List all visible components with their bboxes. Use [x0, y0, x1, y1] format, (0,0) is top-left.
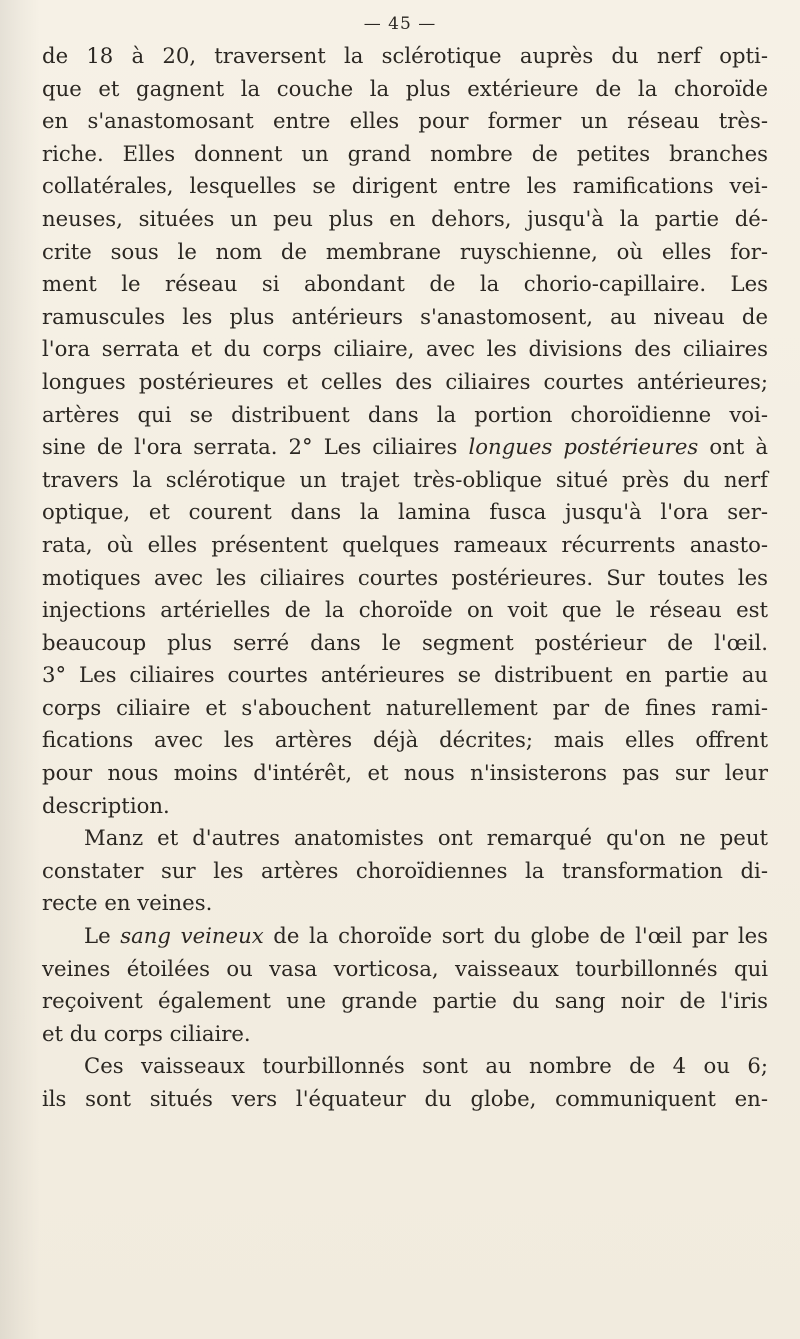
text-line: ment le réseau si abondant de la chorio-capillaire. Les — [42, 271, 768, 297]
text-line: veines étoilées ou vasa vorticosa, vaisseaux tourbillonnés qui — [42, 955, 768, 981]
text-line: rata, où elles présentent quelques rameaux récurrents anasto- — [42, 531, 768, 557]
text-line: pour nous moins d'intérêt, et nous n'insisterons pas sur leur — [42, 760, 768, 786]
text-line: collatérales, lesquelles se dirigent entre les ramifications vei- — [42, 173, 768, 199]
text-line: longues postérieures et celles des ciliaires courtes antérieures; — [42, 368, 768, 394]
text-line: que et gagnent la couche la plus extérieure de la choroïde — [42, 75, 768, 101]
text-line: 3° Les ciliaires courtes antérieures se distribuent en partie au — [42, 662, 768, 688]
text-line: Manz et d'autres anatomistes ont remarqué qu'on ne peut — [84, 825, 768, 851]
text-line: travers la sclérotique un trajet très-oblique situé près du nerf — [42, 466, 768, 492]
text-line: de 18 à 20, traversent la sclérotique auprès du nerf opti- — [42, 43, 768, 68]
text-line: fications avec les artères déjà décrites; mais elles offrent — [42, 727, 768, 753]
text-line: injections artérielles de la choroïde on voit que le réseau est — [42, 597, 768, 623]
text-run: Le — [84, 923, 121, 949]
text-line: ils sont situés vers l'équateur du globe, communiquent en- — [42, 1086, 768, 1111]
text-line-with-italic — [42, 431, 768, 464]
text-line: reçoivent également une grande partie du sang noir de l'iris — [42, 988, 768, 1014]
text-line: en s'anastomosant entre elles pour former un réseau très- — [42, 108, 768, 134]
italic-term: longues postérieures — [468, 434, 699, 460]
text-line: neuses, situées un peu plus en dehors, jusqu'à la partie dé- — [42, 205, 768, 231]
text-line: motiques avec les ciliaires courtes postérieures. Sur toutes les — [42, 564, 768, 590]
text-run: de la choroïde sort du globe de l'œil par les — [263, 923, 769, 949]
text-line: riche. Elles donnent un grand nombre de petites branches — [42, 140, 768, 166]
italic-term: sang veineux — [120, 923, 264, 949]
text-line: artères qui se distribuent dans la portion choroïdienne voi- — [42, 401, 768, 427]
text-line: recte en veines. — [42, 890, 213, 916]
text-line: ramuscules les plus antérieurs s'anastomosent, au niveau de — [42, 303, 768, 329]
text-line: corps ciliaire et s'abouchent naturellement par de fines rami- — [42, 694, 768, 720]
text-line: description. — [42, 792, 170, 818]
text-line: beaucoup plus serré dans le segment postérieur de l'œil. — [42, 629, 768, 655]
text-line: l'ora serrata et du corps ciliaire, avec les divisions des ciliaires — [42, 336, 768, 362]
text-line: et du corps ciliaire. — [42, 1020, 251, 1046]
text-line-with-italic — [42, 920, 768, 953]
page-number: — 45 — — [363, 14, 437, 34]
text-line: crite sous le nom de membrane ruyschienne, où elles for- — [42, 238, 768, 264]
text-run: ont à — [698, 434, 768, 460]
text-run: sine de l'ora serrata. 2° Les ciliaires — [42, 434, 469, 460]
text-line: constater sur les artères choroïdiennes la transformation di- — [42, 857, 768, 883]
text-line: Ces vaisseaux tourbillonnés sont au nombre de 4 ou 6; — [84, 1053, 768, 1079]
body-text — [42, 40, 768, 1116]
text-line: optique, et courent dans la lamina fusca jusqu'à l'ora ser- — [42, 499, 768, 525]
